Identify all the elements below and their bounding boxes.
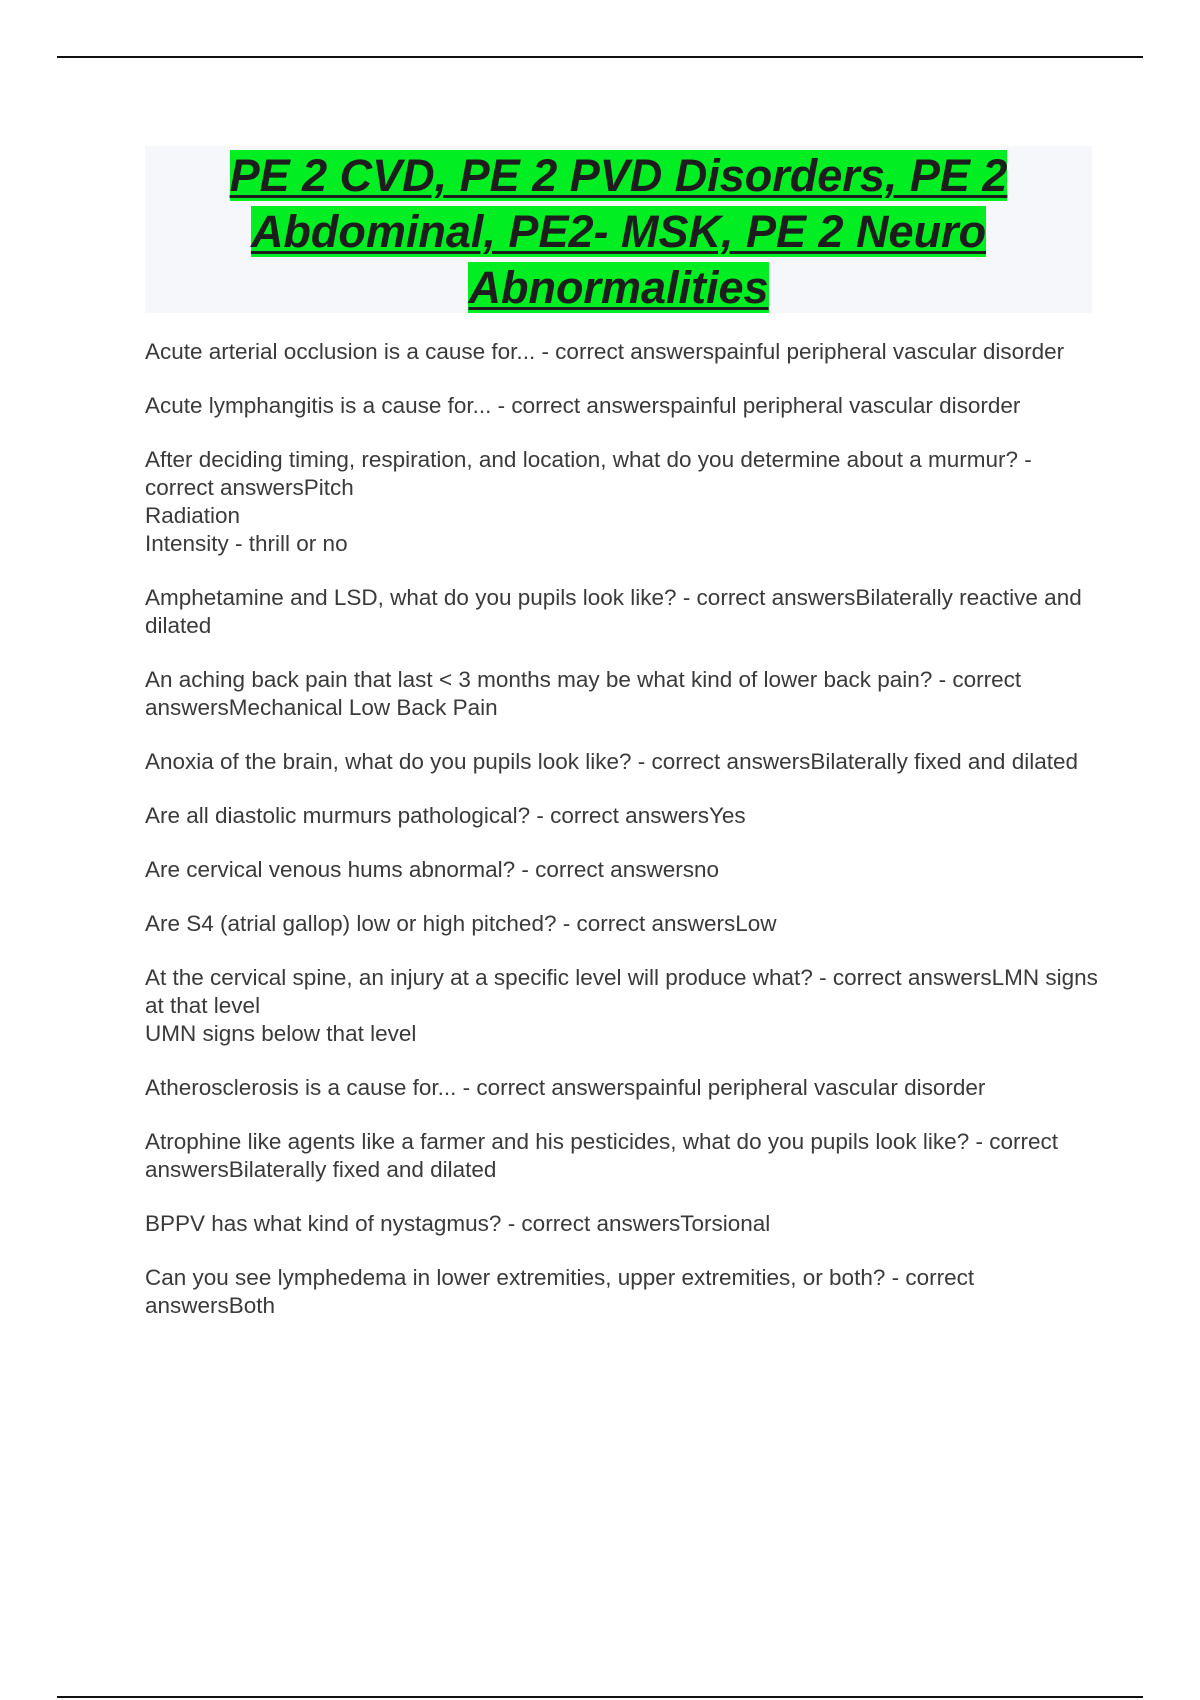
- qa-entry: An aching back pain that last < 3 months may be what kind of lower back pain? - correct answersMechanical Low Back Pain: [145, 667, 1022, 720]
- top-rule: [57, 56, 1143, 58]
- qa-entry: At the cervical spine, an injury at a specific level will produce what? - correct answersLMN signs at that level UMN signs below that level: [145, 965, 1098, 1046]
- qa-entry: Anoxia of the brain, what do you pupils look like? - correct answersBilaterally fixed and dilated: [145, 749, 1079, 774]
- qa-list: [145, 338, 1100, 1346]
- qa-entry: After deciding timing, respiration, and location, what do you determine about a murmur? - correct answersPitch Radiation Intensity - thrill or no: [145, 447, 1032, 556]
- qa-entry: Are cervical venous hums abnormal? - correct answersno: [145, 857, 719, 882]
- qa-entry: Acute arterial occlusion is a cause for... - correct answerspainful peripheral vascular disorder: [145, 339, 1065, 364]
- qa-entry: Atherosclerosis is a cause for... - correct answerspainful peripheral vascular disorder: [145, 1075, 986, 1100]
- document-title: PE 2 CVD, PE 2 PVD Disorders, PE 2 Abdominal, PE2- MSK, PE 2 Neuro Abnormalities: [229, 150, 1008, 313]
- title-banner: [145, 146, 1092, 313]
- bottom-rule: [57, 1696, 1143, 1698]
- qa-entry: Atrophine like agents like a farmer and his pesticides, what do you pupils look like? - correct answersBilaterally fixed and dilated: [145, 1129, 1058, 1182]
- qa-entry: BPPV has what kind of nystagmus? - correct answersTorsional: [145, 1211, 771, 1236]
- qa-entry: Can you see lymphedema in lower extremities, upper extremities, or both? - correct answersBoth: [145, 1265, 975, 1318]
- qa-entry: Amphetamine and LSD, what do you pupils look like? - correct answersBilaterally reactive and dilated: [145, 585, 1082, 638]
- qa-entry: Are S4 (atrial gallop) low or high pitched? - correct answersLow: [145, 911, 777, 936]
- qa-entry: Acute lymphangitis is a cause for... - correct answerspainful peripheral vascular disorder: [145, 393, 1021, 418]
- qa-entry: Are all diastolic murmurs pathological? - correct answersYes: [145, 803, 746, 828]
